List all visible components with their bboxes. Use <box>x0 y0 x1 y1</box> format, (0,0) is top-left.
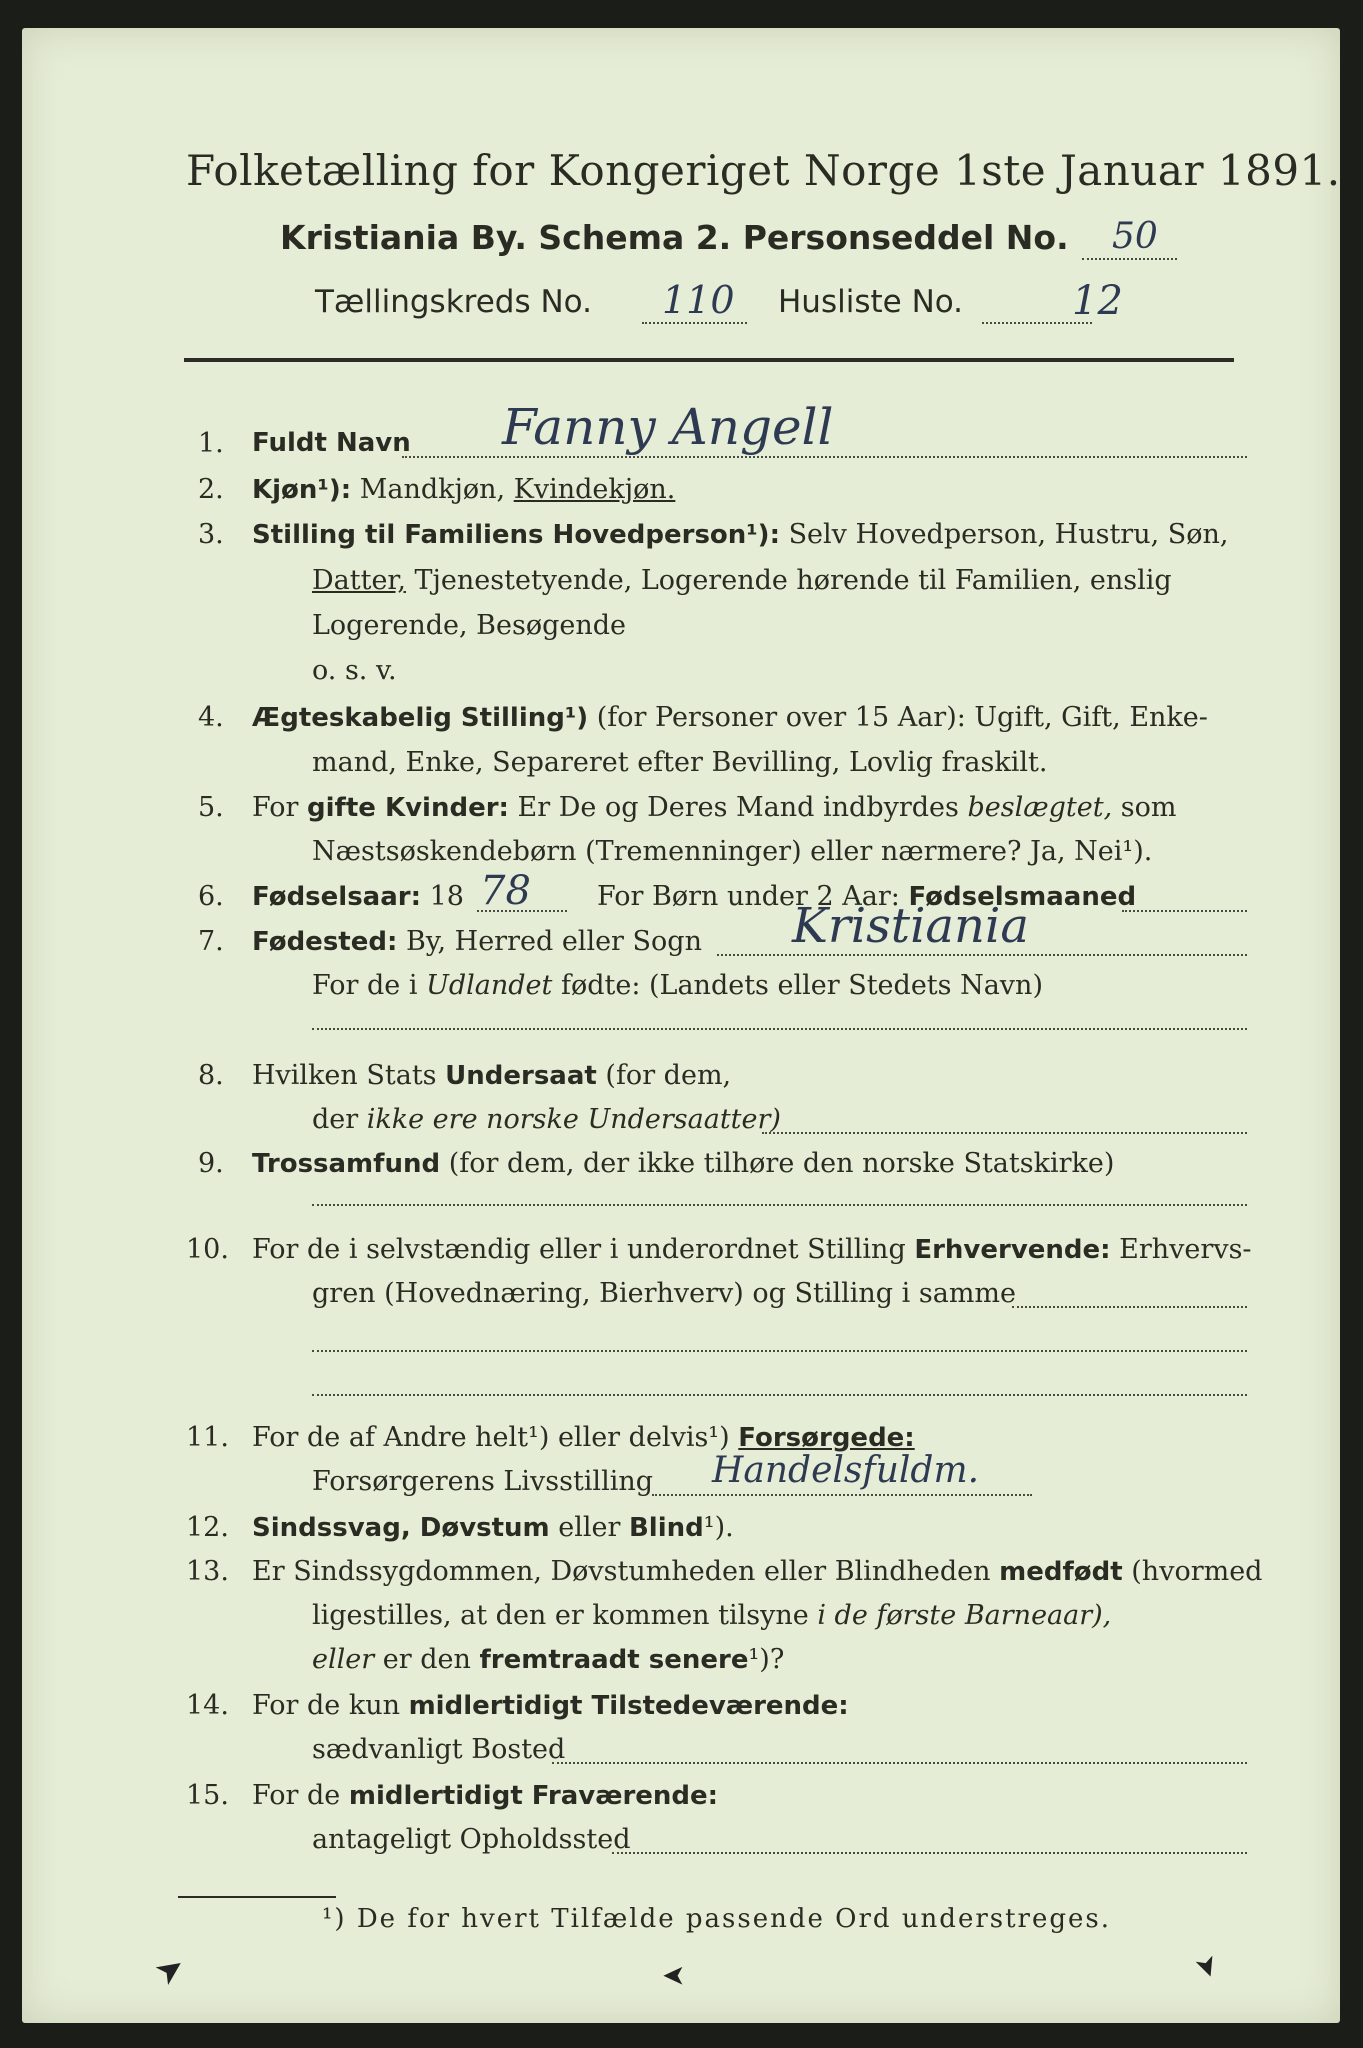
position-options-2: Tjenestetyende, Logerende hørende til Familien, enslig <box>414 565 1172 596</box>
header-rule <box>184 358 1234 362</box>
occupation-line-1 <box>252 1234 1252 1265</box>
citizenship-suffix: (for dem, <box>605 1060 732 1091</box>
marital-label: Ægteskabelig Stilling¹) <box>252 703 589 733</box>
congenital-label: medfødt <box>999 1557 1123 1587</box>
temporary-absent-label: midlertidigt Fraværende: <box>348 1781 719 1811</box>
abroad-prefix: For de i <box>312 970 418 1001</box>
occupation-prefix: For de i selvstændig eller i underordnet Stilling <box>252 1234 906 1265</box>
row-12-number: 12. <box>186 1512 229 1543</box>
blind-label: Blind <box>628 1513 704 1543</box>
full-name-value: Fanny Angell <box>502 398 834 456</box>
birthplace-dots <box>717 954 1247 956</box>
congenital-prefix: Er Sindssygdommen, Døvstumheden eller Blindheden <box>252 1556 991 1587</box>
row-2-number: 2. <box>198 474 224 505</box>
kreds-number: 110 <box>662 278 735 322</box>
supported-label: Forsørgede: <box>738 1423 915 1453</box>
birth-year-prefix: 18 <box>429 881 464 912</box>
disability-or: eller <box>558 1512 621 1543</box>
abroad-italic: Udlandet <box>426 970 553 1001</box>
birthplace-value: Kristiania <box>792 898 1029 954</box>
birthplace-text: By, Herred eller Sogn <box>405 926 702 957</box>
row-5-text: Er De og Deres Mand indbyrdes <box>517 792 959 823</box>
row-3-line-4: o. s. v. <box>312 655 397 686</box>
supported-prefix: For de af Andre helt¹) eller delvis¹) <box>252 1422 730 1453</box>
congenital-footnote: ¹)? <box>748 1644 785 1675</box>
marital-options-1: (for Personer over 15 Aar): Ugift, Gift, Enke- <box>596 702 1208 733</box>
abroad-line <box>312 970 1043 1001</box>
congenital-text: ligestilles, at den er kommen tilsyne <box>312 1600 809 1631</box>
disability-footnote: ¹). <box>703 1512 734 1543</box>
temporary-absent-prefix: For de <box>252 1780 341 1811</box>
abroad-text: fødte: (Landets eller Stedets Navn) <box>560 970 1043 1001</box>
religion-line <box>252 1148 1114 1179</box>
citizenship-label: Undersaat <box>445 1061 597 1091</box>
citizenship-prefix: Hvilken Stats <box>252 1060 437 1091</box>
husliste-number: 12 <box>1072 278 1123 324</box>
full-name-label: Fuldt Navn <box>252 428 411 458</box>
birth-month-label: Fødselsmaaned <box>908 882 1137 912</box>
row-5-number: 5. <box>198 792 224 823</box>
religion-text: (for dem, der ikke tilhøre den norske Statskirke) <box>448 1148 1115 1179</box>
birthplace-label: Fødested: <box>252 927 398 957</box>
footnote: ¹) De for hvert Tilfælde passende Ord understreges. <box>322 1904 1112 1934</box>
sex-label: Kjøn¹): <box>252 475 352 505</box>
position-label: Stilling til Familiens Hovedperson¹): <box>252 520 780 550</box>
temporary-present-line <box>252 1690 849 1721</box>
supporter-dots <box>652 1494 1032 1496</box>
row-5-line-1 <box>252 792 1177 823</box>
occupation-dots-1 <box>1012 1306 1247 1308</box>
row-14-number: 14. <box>186 1690 229 1721</box>
disability-line <box>252 1512 734 1543</box>
temporary-present-label: midlertidigt Tilstedeværende: <box>408 1691 849 1721</box>
probable-residence-label: antageligt Opholdssted <box>312 1824 631 1855</box>
census-form-sheet <box>22 28 1340 2023</box>
row-8-number: 8. <box>198 1060 224 1091</box>
congenital-line-3 <box>312 1644 784 1675</box>
row-5-prefix: For <box>252 792 299 823</box>
registration-mark-right: ➤ <box>1188 1949 1228 1984</box>
row-4-line-2: mand, Enke, Separeret efter Bevilling, Lovlig fraskilt. <box>312 747 1048 778</box>
row-6-number: 6. <box>198 881 224 912</box>
congenital-suffix: (hvormed <box>1131 1556 1263 1587</box>
row-5-line-2: Næstsøskendebørn (Tremenninger) eller nærmere? Ja, Nei¹). <box>312 836 1153 867</box>
citizenship-der: der <box>312 1104 359 1135</box>
row-11-number: 11. <box>186 1422 229 1453</box>
husliste-label: Husliste No. <box>778 284 964 320</box>
personseddel-dots <box>1082 258 1177 260</box>
birth-year-value: 78 <box>480 868 531 914</box>
supporter-occupation-value: Handelsfuldm. <box>712 1450 980 1491</box>
usual-residence-dots <box>552 1762 1247 1764</box>
citizenship-line-2 <box>312 1104 781 1135</box>
birthplace-line <box>252 926 702 957</box>
row-3-line-1 <box>252 519 1229 550</box>
position-selected: Datter, <box>312 565 406 596</box>
citizenship-italic: ikke ere norske Undersaatter) <box>366 1104 781 1135</box>
row-1-number: 1. <box>198 428 224 459</box>
congenital-eller: eller <box>312 1644 375 1675</box>
sex-female: Kvindekjøn. <box>513 474 676 505</box>
registration-mark-center: ➤ <box>662 1960 686 1993</box>
occupation-line-2: gren (Hovednæring, Bierhverv) og Stilling i samme <box>312 1278 1017 1309</box>
occupation-label: Erhvervende: <box>914 1235 1111 1265</box>
occupation-suffix: Erhvervs- <box>1119 1234 1252 1265</box>
full-name-dots <box>402 456 1247 458</box>
abroad-dots <box>312 1028 1247 1030</box>
supported-line-1 <box>252 1422 915 1453</box>
personseddel-number: 50 <box>1112 216 1158 257</box>
position-options-1: Selv Hovedperson, Hustru, Søn, <box>788 519 1229 550</box>
later-label: fremtraadt senere <box>479 1645 749 1675</box>
usual-residence-label: sædvanligt Bosted <box>312 1734 566 1765</box>
congenital-line-2 <box>312 1600 1111 1631</box>
temporary-present-prefix: For de kun <box>252 1690 400 1721</box>
kreds-label: Tællingskreds No. <box>315 284 592 320</box>
row-15-number: 15. <box>186 1780 229 1811</box>
row-2-text <box>252 474 675 505</box>
supporter-occupation-label: Forsørgerens Livsstilling <box>312 1466 654 1497</box>
city-schema-line: Kristiania By. Schema 2. Personseddel No. <box>280 218 1069 257</box>
citizenship-dots <box>762 1132 1247 1134</box>
temporary-absent-line <box>252 1780 718 1811</box>
row-3-line-3: Logerende, Besøgende <box>312 610 626 641</box>
form-title: Folketælling for Kongeriget Norge 1ste Januar 1891. <box>186 146 1341 195</box>
congenital-italic: i de første Barneaar), <box>817 1600 1112 1631</box>
row-5-text-end: som <box>1120 792 1177 823</box>
row-9-number: 9. <box>198 1148 224 1179</box>
congenital-line-1 <box>252 1556 1262 1587</box>
row-4-line-1 <box>252 702 1208 733</box>
row-5-italic: beslægtet, <box>967 792 1113 823</box>
disability-label: Sindssvag, Døvstum <box>252 1513 550 1543</box>
birth-year-label-line <box>252 881 464 912</box>
religion-label: Trossamfund <box>252 1149 441 1179</box>
row-7-number: 7. <box>198 926 224 957</box>
footnote-rule <box>178 1896 336 1898</box>
probable-residence-dots <box>612 1852 1247 1854</box>
registration-mark-left: ➤ <box>147 1945 194 1995</box>
row-3-number: 3. <box>198 519 224 550</box>
under-two-text: For Børn under 2 Aar: <box>597 881 900 912</box>
congenital-text-2: er den <box>382 1644 471 1675</box>
row-3-line-2 <box>312 565 1172 596</box>
birth-year-label: Fødselsaar: <box>252 882 421 912</box>
row-4-number: 4. <box>198 702 224 733</box>
sex-male: Mandkjøn, <box>359 474 506 505</box>
married-women-label: gifte Kvinder: <box>307 793 509 823</box>
occupation-dots-2 <box>312 1350 1247 1352</box>
kreds-dots <box>642 322 747 324</box>
birth-month-dots <box>1122 910 1247 912</box>
religion-dots <box>312 1204 1247 1206</box>
occupation-dots-3 <box>312 1394 1247 1396</box>
row-13-number: 13. <box>186 1556 229 1587</box>
row-10-number: 10. <box>186 1234 229 1265</box>
citizenship-line-1 <box>252 1060 731 1091</box>
